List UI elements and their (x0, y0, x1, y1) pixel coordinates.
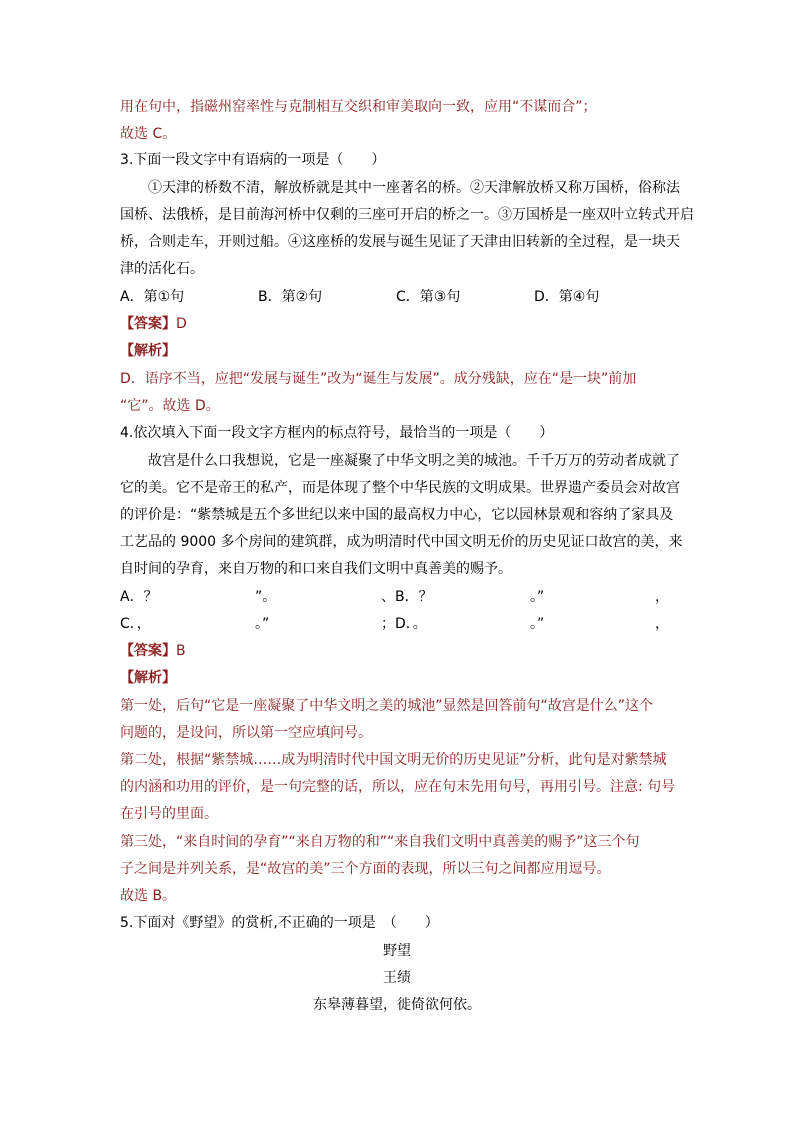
q4-option-b: 、B．？ (381, 589, 433, 605)
prev-answer-line: 用在句中，指磁州窑率性与克制相互交织和审美取向一致，应用“不谋而合”； (120, 99, 597, 115)
answer-value: D (176, 316, 187, 332)
q4-analysis-line: 第一处，后句“它是一座凝聚了中华文明之美的城池”显然是回答前句“故宫是什么”这个 (120, 698, 654, 714)
q4-analysis-label: 【解析】 (120, 670, 176, 686)
prev-answer-conclusion: 故选 C。 (120, 126, 177, 142)
poem-line: 东皋薄暮望，徙倚欲何依。 (313, 997, 481, 1013)
q3-passage-line: ①天津的桥数不清，解放桥就是其中一座著名的桥。②天津解放桥又称万国桥，俗称法 (148, 180, 680, 196)
q4-stem: 4.依次填入下面一段文字方框内的标点符号，最恰当的一项是（ ） (120, 425, 554, 441)
q4-analysis-line: 第三处，“来自时间的孕育”“来自万物的和”“来自我们文明中真善美的赐予”这三个句 (120, 834, 640, 850)
poem-title: 野望 (383, 943, 411, 959)
answer-label: 【答案】 (120, 316, 176, 332)
q4-passage-line: 它的美。它不是帝王的私产，而是体现了整个中华民族的文明成果。世界遗产委员会对故宫 (120, 480, 680, 496)
q4-option-d-part: 。” (530, 616, 545, 632)
q3-passage-line: 桥，合则走车，开则过船。④这座桥的发展与诞生见证了天津由旧转新的全过程，是一块天 (120, 234, 680, 250)
q4-option-b-part: ， (655, 589, 669, 605)
q4-conclusion: 故选 B。 (120, 888, 177, 904)
q4-option-d: ；D．。 (381, 616, 427, 632)
q4-analysis-line: 子之间是并列关系，是“故宫的美”三个方面的表现，所以三句之间都应用逗号。 (120, 861, 611, 877)
q3-option-c: C．第③句 (396, 289, 461, 305)
q4-analysis-line: 问题的，是设问，所以第一空应填问号。 (120, 725, 372, 741)
q4-analysis-line: 第二处，根据“紫禁城……成为明清时代中国文明无价的历史见证”分析，此句是对紫禁城 (120, 752, 667, 768)
q4-option-b-part: 。” (530, 589, 545, 605)
q4-option-a: A．？ (120, 589, 158, 605)
q3-analysis-label: 【解析】 (120, 343, 176, 359)
q3-option-d: D．第④句 (534, 289, 600, 305)
q3-option-b: B．第②句 (258, 289, 323, 305)
q4-analysis-line: 在引号的里面。 (120, 806, 218, 822)
q3-passage-line: 国桥、法俄桥，是目前海河桥中仅剩的三座可开启的桥之一。③万国桥是一座双叶立转式开启 (120, 207, 694, 223)
q4-passage-line: 自时间的孕育，来自万物的和口来自我们文明中真善美的赐予。 (120, 561, 512, 577)
q3-analysis-line: D．语序不当，应把“发展与诞生”改为“诞生与发展”。成分残缺，应在“是一块”前加 (120, 371, 637, 387)
q3-answer (120, 314, 187, 334)
answer-value: B (176, 643, 186, 659)
q3-stem: 3.下面一段文字中有语病的一项是（ ） (120, 152, 386, 168)
answer-label: 【答案】 (120, 643, 176, 659)
poem-author: 王绩 (383, 970, 411, 986)
q4-option-d-part: ， (655, 616, 669, 632)
q4-option-c: C．， (120, 616, 151, 632)
q3-option-a: A．第①句 (120, 289, 185, 305)
q4-answer (120, 641, 186, 661)
q3-passage-line: 津的活化石。 (120, 261, 204, 277)
q3-analysis-line: “它”。故选 D。 (120, 398, 220, 414)
q4-option-a-part: ”。 (255, 589, 277, 605)
q5-stem: 5.下面对《野望》的赏析,不正确的一项是 （ ） (120, 915, 439, 931)
q4-option-c-part: 。” (255, 616, 270, 632)
q4-analysis-line: 的内涵和功用的评价，是一句完整的话，所以，应在句末先用句号，再用引号。注意: 句号 (120, 779, 676, 795)
q4-passage-line: 故宫是什么口我想说，它是一座凝聚了中华文明之美的城池。千千万万的劳动者成就了 (148, 453, 680, 469)
q4-passage-line: 的评价是：“紫禁城是五个多世纪以来中国的最高权力中心，它以园林景观和容纳了家具及 (120, 507, 674, 523)
q4-passage-line: 工艺品的 9000 多个房间的建筑群，成为明清时代中国文明无价的历史见证口故宫的美，来 (120, 534, 683, 550)
